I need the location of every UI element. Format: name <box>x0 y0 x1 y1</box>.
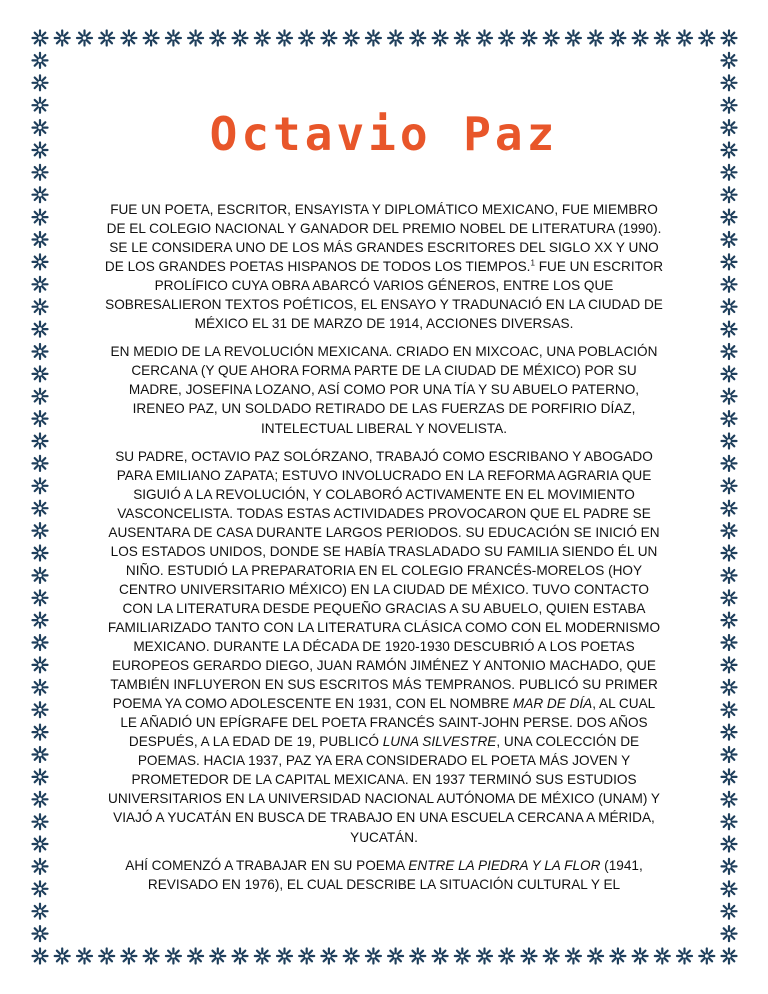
asterisk-star-icon <box>166 949 181 964</box>
asterisk-star-icon <box>33 702 48 717</box>
asterisk-star-icon <box>344 949 359 964</box>
asterisk-star-icon <box>33 389 48 404</box>
asterisk-star-icon <box>722 635 737 650</box>
asterisk-star-icon <box>610 949 625 964</box>
asterisk-star-icon <box>722 322 737 337</box>
asterisk-star-icon <box>233 31 248 46</box>
asterisk-star-icon <box>366 949 381 964</box>
asterisk-star-icon <box>33 366 48 381</box>
asterisk-star-icon <box>166 31 181 46</box>
asterisk-star-icon <box>633 31 648 46</box>
asterisk-star-icon <box>722 926 737 941</box>
asterisk-star-icon <box>722 657 737 672</box>
footnote-reference[interactable]: 1 <box>530 258 535 268</box>
asterisk-star-icon <box>455 949 470 964</box>
asterisk-star-icon <box>33 53 48 68</box>
asterisk-star-icon <box>33 478 48 493</box>
asterisk-star-icon <box>722 904 737 919</box>
asterisk-star-icon <box>522 31 537 46</box>
asterisk-star-icon <box>33 546 48 561</box>
asterisk-star-icon <box>722 859 737 874</box>
asterisk-star-icon <box>33 299 48 314</box>
asterisk-star-icon <box>655 949 670 964</box>
asterisk-star-icon <box>33 501 48 516</box>
paragraph-4: AHÍ COMENZÓ A TRABAJAR EN SU POEMA ENTRE LA PIEDRA Y LA FLOR (1941, REVISADO EN 1976), EL CUAL DESCRIBE LA SITUACIÓN CULTURAL Y EL <box>125 857 643 892</box>
asterisk-star-icon <box>33 523 48 538</box>
asterisk-star-icon <box>33 277 48 292</box>
asterisk-star-icon <box>655 31 670 46</box>
asterisk-star-icon <box>33 75 48 90</box>
asterisk-star-icon <box>722 187 737 202</box>
asterisk-star-icon <box>33 232 48 247</box>
asterisk-star-icon <box>366 31 381 46</box>
asterisk-star-icon <box>499 31 514 46</box>
asterisk-star-icon <box>188 949 203 964</box>
asterisk-star-icon <box>610 31 625 46</box>
asterisk-star-icon <box>722 165 737 180</box>
asterisk-star-icon <box>722 769 737 784</box>
asterisk-star-icon <box>33 792 48 807</box>
asterisk-star-icon <box>388 31 403 46</box>
paragraph-2: EN MEDIO DE LA REVOLUCIÓN MEXICANA. CRIADO EN MIXCOAC, UNA POBLACIÓN CERCANA (Y QUE AHORA FORMA PARTE DE LA CIUDAD DE MÉXICO) POR SU MADRE, JOSEFINA LOZANO, ASÍ COMO POR UNA TÍA Y SU ABUELO PATERNO, IRENEO PAZ, UN SOLDADO RETIRADO DE LAS FUERZAS DE PORFIRIO DÍAZ, INTELECTUAL LIBERAL Y NOVELISTA. <box>110 344 658 436</box>
asterisk-star-icon <box>722 837 737 852</box>
asterisk-star-icon <box>722 366 737 381</box>
asterisk-star-icon <box>344 31 359 46</box>
asterisk-star-icon <box>566 31 581 46</box>
title-text: Octavio Paz <box>209 107 559 161</box>
asterisk-star-icon <box>722 501 737 516</box>
asterisk-star-icon <box>33 881 48 896</box>
asterisk-star-icon <box>410 949 425 964</box>
italic-title-entre-la-piedra: ENTRE LA PIEDRA Y LA FLOR <box>408 857 601 873</box>
paragraph-1: FUE UN POETA, ESCRITOR, ENSAYISTA Y DIPLOMÁTICO MEXICANO, FUE MIEMBRO DE EL COLEGIO NACIONAL Y GANADOR DEL PREMIO NOBEL DE LITERATURA (1990). SE LE CONSIDERA UNO DE LOS MÁS GRANDES ESCRITORES DEL SIGLO XX Y UNO DE LOS GRANDES POETAS HISPANOS DE TODOS LOS TIEMPOS.$^1$ FUE UN ESCRITOR PROLÍFICO CUYA OBRA ABARCÓ VARIOS GÉNEROS, ENTRE LOS QUE SOBRESALIERON TEXTOS POÉTICOS, EL ENSAYO Y TRADUNACIÓ EN LA CIUDAD DE MÉXICO EL 31 DE MARZO DE 1914, ACCIONES DIVERSAS. <box>104 202 664 332</box>
asterisk-star-icon <box>722 590 737 605</box>
asterisk-star-icon <box>144 949 159 964</box>
asterisk-star-icon <box>33 635 48 650</box>
asterisk-star-icon <box>255 31 270 46</box>
asterisk-star-icon <box>722 210 737 225</box>
asterisk-star-icon <box>722 702 737 717</box>
asterisk-star-icon <box>677 31 692 46</box>
asterisk-star-icon <box>210 31 225 46</box>
asterisk-star-icon <box>33 590 48 605</box>
asterisk-star-icon <box>566 949 581 964</box>
asterisk-star-icon <box>188 31 203 46</box>
asterisk-star-icon <box>544 949 559 964</box>
asterisk-star-icon <box>233 949 248 964</box>
asterisk-star-icon <box>433 31 448 46</box>
asterisk-star-icon <box>499 949 514 964</box>
asterisk-star-icon <box>33 837 48 852</box>
asterisk-star-icon <box>722 568 737 583</box>
asterisk-star-icon <box>121 31 136 46</box>
asterisk-star-icon <box>55 31 70 46</box>
asterisk-star-icon <box>699 949 714 964</box>
asterisk-star-icon <box>255 949 270 964</box>
asterisk-star-icon <box>33 859 48 874</box>
asterisk-star-icon <box>33 769 48 784</box>
asterisk-star-icon <box>33 411 48 426</box>
asterisk-star-icon <box>722 31 737 46</box>
asterisk-star-icon <box>722 478 737 493</box>
asterisk-star-icon <box>410 31 425 46</box>
asterisk-star-icon <box>722 814 737 829</box>
asterisk-star-icon <box>33 814 48 829</box>
asterisk-star-icon <box>33 949 48 964</box>
asterisk-star-icon <box>33 344 48 359</box>
asterisk-star-icon <box>33 747 48 762</box>
asterisk-star-icon <box>299 31 314 46</box>
asterisk-star-icon <box>33 456 48 471</box>
asterisk-star-icon <box>722 254 737 269</box>
asterisk-star-icon <box>321 31 336 46</box>
asterisk-star-icon <box>722 389 737 404</box>
asterisk-star-icon <box>455 31 470 46</box>
asterisk-star-icon <box>33 31 48 46</box>
asterisk-star-icon <box>33 434 48 449</box>
asterisk-star-icon <box>699 31 714 46</box>
asterisk-star-icon <box>722 613 737 628</box>
asterisk-star-icon <box>33 657 48 672</box>
asterisk-star-icon <box>277 31 292 46</box>
asterisk-star-icon <box>722 949 737 964</box>
asterisk-star-icon <box>33 322 48 337</box>
asterisk-star-icon <box>588 31 603 46</box>
document-body <box>104 200 664 903</box>
asterisk-star-icon <box>33 613 48 628</box>
asterisk-star-icon <box>677 949 692 964</box>
asterisk-star-icon <box>722 299 737 314</box>
asterisk-star-icon <box>722 881 737 896</box>
asterisk-star-icon <box>77 949 92 964</box>
asterisk-star-icon <box>77 31 92 46</box>
paragraph-3: SU PADRE, OCTAVIO PAZ SOLÓRZANO, TRABAJÓ COMO ESCRIBANO Y ABOGADO PARA EMILIANO ZAPATA; ESTUVO INVOLUCRADO EN LA REFORMA AGRARIA QUE SIGUIÓ A LA REVOLUCIÓN, Y COLABORÓ ACTIVAMENTE EN EL MOVIMIENTO VASCONCELISTA. TODAS ESTAS ACTIVIDADES PROVOCARON QUE EL PADRE SE AUSENTARA DE CASA DURANTE LARGOS PERIODOS. SU EDUCACIÓN SE INICIÓ EN LOS ESTADOS UNIDOS, DONDE SE HABÍA TRASLADADO SU FAMILIA SIENDO ÉL UN NIÑO. ESTUDIÓ LA PREPARATORIA EN EL COLEGIO FRANCÉS-MORELOS (HOY CENTRO UNIVERSITARIO MÉXICO) EN LA CIUDAD DE MÉXICO. TUVO CONTACTO CON LA LITERATURA DESDE PEQUEÑO GRACIAS A SU ABUELO, QUIEN ESTABA FAMILIARIZADO TANTO CON LA LITERATURA CLÁSICA COMO CON EL MODERNISMO MEXICANO. DURANTE LA DÉCADA DE 1920-1930 DESCUBRIÓ A LOS POETAS EUROPEOS GERARDO DIEGO, JUAN RAMÓN JIMÉNEZ Y ANTONIO MACHADO, QUE TAMBIÉN INFLUYERON EN SUS ESCRITOS MÁS TEMPRANOS. PUBLICÓ SU PRIMER POEMA YA COMO ADOLESCENTE EN 1931, CON EL NOMBRE MAR DE DÍA, AL CUAL LE AÑADIÓ UN EPÍGRAFE DEL POETA FRANCÉS SAINT-JOHN PERSE. DOS AÑOS DESPUÉS, A LA EDAD DE 19, PUBLICÓ LUNA SILVESTRE, UNA COLECCIÓN DE POEMAS. HACIA 1937, PAZ YA ERA CONSIDERADO EL POETA MÁS JOVEN Y PROMETEDOR DE LA CAPITAL MEXICANA. EN 1937 TERMINÓ SUS ESTUDIOS UNIVERSITARIOS EN LA UNIVERSIDAD NACIONAL AUTÓNOMA DE MÉXICO (UNAM) Y VIAJÓ A YUCATÁN EN BUSCA DE TRABAJO EN UNA ESCUELA CERCANA A MÉRIDA, YUCATÁN. <box>107 448 661 845</box>
asterisk-star-icon <box>121 949 136 964</box>
asterisk-star-icon <box>33 568 48 583</box>
asterisk-star-icon <box>99 31 114 46</box>
asterisk-star-icon <box>33 725 48 740</box>
asterisk-star-icon <box>210 949 225 964</box>
asterisk-star-icon <box>722 434 737 449</box>
asterisk-star-icon <box>722 546 737 561</box>
asterisk-star-icon <box>722 680 737 695</box>
asterisk-star-icon <box>722 53 737 68</box>
italic-title-mar-de-dia: MAR DE DÍA <box>512 696 593 712</box>
asterisk-star-icon <box>477 31 492 46</box>
asterisk-star-icon <box>544 31 559 46</box>
asterisk-star-icon <box>722 277 737 292</box>
asterisk-star-icon <box>99 949 114 964</box>
asterisk-star-icon <box>588 949 603 964</box>
asterisk-star-icon <box>522 949 537 964</box>
asterisk-star-icon <box>722 411 737 426</box>
page-title <box>0 106 768 162</box>
asterisk-star-icon <box>33 187 48 202</box>
asterisk-star-icon <box>33 680 48 695</box>
asterisk-star-icon <box>722 523 737 538</box>
asterisk-star-icon <box>477 949 492 964</box>
asterisk-star-icon <box>55 949 70 964</box>
asterisk-star-icon <box>321 949 336 964</box>
asterisk-star-icon <box>722 792 737 807</box>
asterisk-star-icon <box>722 456 737 471</box>
asterisk-star-icon <box>633 949 648 964</box>
asterisk-star-icon <box>722 344 737 359</box>
asterisk-star-icon <box>433 949 448 964</box>
asterisk-star-icon <box>33 926 48 941</box>
asterisk-star-icon <box>722 747 737 762</box>
asterisk-star-icon <box>722 75 737 90</box>
asterisk-star-icon <box>33 904 48 919</box>
asterisk-star-icon <box>144 31 159 46</box>
asterisk-star-icon <box>299 949 314 964</box>
asterisk-star-icon <box>388 949 403 964</box>
asterisk-star-icon <box>277 949 292 964</box>
asterisk-star-icon <box>33 165 48 180</box>
asterisk-star-icon <box>722 725 737 740</box>
asterisk-star-icon <box>722 232 737 247</box>
asterisk-star-icon <box>33 254 48 269</box>
asterisk-star-icon <box>33 210 48 225</box>
italic-title-luna-silvestre: LUNA SILVESTRE <box>382 734 497 750</box>
